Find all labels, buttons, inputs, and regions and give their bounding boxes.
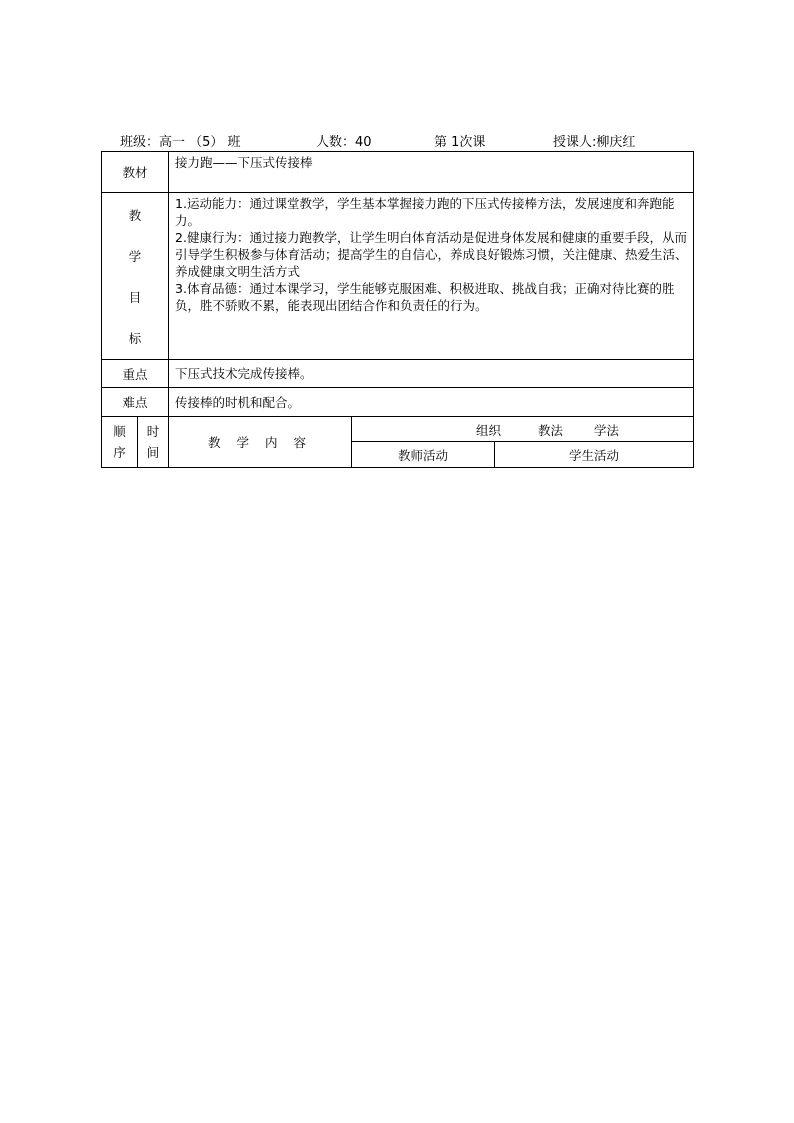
goals-content <box>169 193 694 360</box>
key-point-content: 下压式技术完成传接棒。 <box>169 360 694 388</box>
order-header-char: 序 <box>113 445 126 460</box>
material-content: 接力跑——下压式传接棒 <box>169 152 694 193</box>
material-row <box>102 152 694 193</box>
student-count: 人数：40 <box>316 135 372 150</box>
content-header: 教 学 内 容 <box>169 417 352 468</box>
key-point-row <box>102 360 694 388</box>
time-header-char: 间 <box>146 445 160 460</box>
lesson-plan-table <box>101 151 694 468</box>
order-header-char: 顺 <box>113 424 126 439</box>
goal-item-2: 2.健康行为：通过接力跑教学，让学生明白体育活动是促进身体发展和健康的重要手段，从而引导学生积极参与体育活动；提高学生的自信心，养成良好锻炼习惯，关注健康、热爱生活、养成健康文明生活方式 <box>175 230 688 279</box>
teacher-name: 授课人:柳庆红 <box>553 135 636 150</box>
goals-label-char: 教 <box>128 208 142 223</box>
order-header <box>102 417 138 468</box>
material-label: 教材 <box>102 152 169 193</box>
columns-header-row <box>102 417 694 442</box>
difficulty-row <box>102 388 694 417</box>
method-learn: 学法 <box>594 423 620 438</box>
difficulty-label: 难点 <box>102 388 169 417</box>
teacher-activity-header: 教师活动 <box>352 442 495 468</box>
method-teach: 教法 <box>538 423 564 438</box>
goals-label-char: 标 <box>128 331 142 346</box>
time-header-char: 时 <box>146 424 160 439</box>
goal-item-3: 3.体育品德：通过本课学习，学生能够克服困难、积极进取、挑战自我；正确对待比赛的胜负，胜不骄败不累，能表现出团结合作和负责任的行为。 <box>175 281 675 313</box>
key-point-label: 重点 <box>102 360 169 388</box>
time-header <box>138 417 169 468</box>
goals-row <box>102 193 694 360</box>
lesson-number: 第 1次课 <box>434 135 486 150</box>
method-org: 组织 <box>476 423 502 438</box>
student-activity-header: 学生活动 <box>495 442 694 468</box>
difficulty-content: 传接棒的时机和配合。 <box>169 388 694 417</box>
goals-label-char: 学 <box>128 249 142 264</box>
goal-item-1: 1.运动能力：通过课堂教学，学生基本掌握接力跑的下压式传接棒方法，发展速度和奔跑能力。 <box>175 196 675 228</box>
goals-label <box>102 193 169 360</box>
goals-label-char: 目 <box>128 290 142 305</box>
class-label: 班级：高一 （5） 班 <box>120 135 241 150</box>
method-header <box>352 417 694 442</box>
